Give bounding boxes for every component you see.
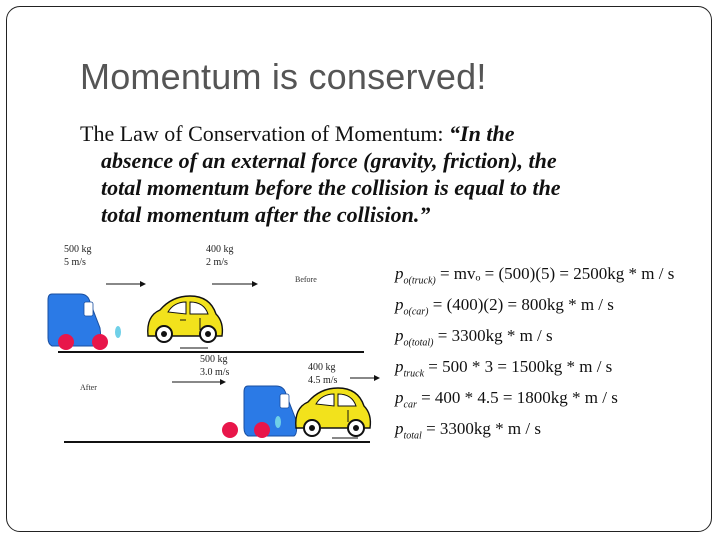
after-car bbox=[296, 388, 371, 436]
equation-p-total: $p_{total} = 3300kg * m / s$ bbox=[395, 419, 541, 442]
after-car-speed: 4.5 m/s bbox=[308, 375, 338, 386]
equation-p-o-car: $p_{o(car)} = (400)(2) = 800kg * m / s$ bbox=[395, 295, 614, 318]
after-car-arrow bbox=[350, 375, 380, 381]
before-label: Before bbox=[295, 275, 317, 284]
before-car bbox=[148, 296, 223, 342]
after-truck bbox=[222, 386, 297, 438]
slide-title: Momentum is conserved! bbox=[80, 56, 487, 97]
momentum-equations bbox=[395, 258, 705, 444]
law-lead bbox=[80, 120, 680, 147]
after-truck-mass: 500 kg bbox=[200, 354, 228, 365]
after-label: After bbox=[80, 383, 97, 392]
law-quote bbox=[80, 147, 680, 228]
before-car-mass: 400 kg bbox=[206, 244, 234, 255]
equation-p-car: $p_{car} = 400 * 4.5 = 1800kg * m / s$ bbox=[395, 388, 618, 411]
before-truck bbox=[48, 294, 121, 350]
quote-line-3: total momentum before the collision is equal to the bbox=[101, 175, 561, 200]
quote-line-2: absence of an external force (gravity, friction), the bbox=[101, 148, 557, 173]
before-car-arrow bbox=[212, 281, 258, 287]
equation-p-truck: $p_{truck} = 500 * 3 = 1500kg * m / s$ bbox=[395, 357, 613, 380]
before-truck-arrow bbox=[106, 281, 146, 287]
after-truck-arrow bbox=[172, 379, 226, 385]
equation-p-o-truck: $p_{o(truck)} = mv_o = (500)(5) = 2500kg * m / s$ bbox=[395, 264, 675, 287]
collision-illustration bbox=[40, 238, 380, 448]
before-truck-speed: 5 m/s bbox=[64, 257, 86, 268]
law-statement bbox=[80, 120, 680, 228]
law-lead-text: The Law of Conservation of Momentum: bbox=[80, 121, 444, 146]
quote-line-1: “In the bbox=[449, 121, 515, 146]
before-truck-mass: 500 kg bbox=[64, 244, 92, 255]
after-truck-speed: 3.0 m/s bbox=[200, 367, 230, 378]
equation-p-o-total: $p_{o(total)} = 3300kg * m / s$ bbox=[395, 326, 553, 349]
quote-line-4: total momentum after the collision.” bbox=[101, 202, 431, 227]
after-car-mass: 400 kg bbox=[308, 362, 336, 373]
before-car-speed: 2 m/s bbox=[206, 257, 228, 268]
